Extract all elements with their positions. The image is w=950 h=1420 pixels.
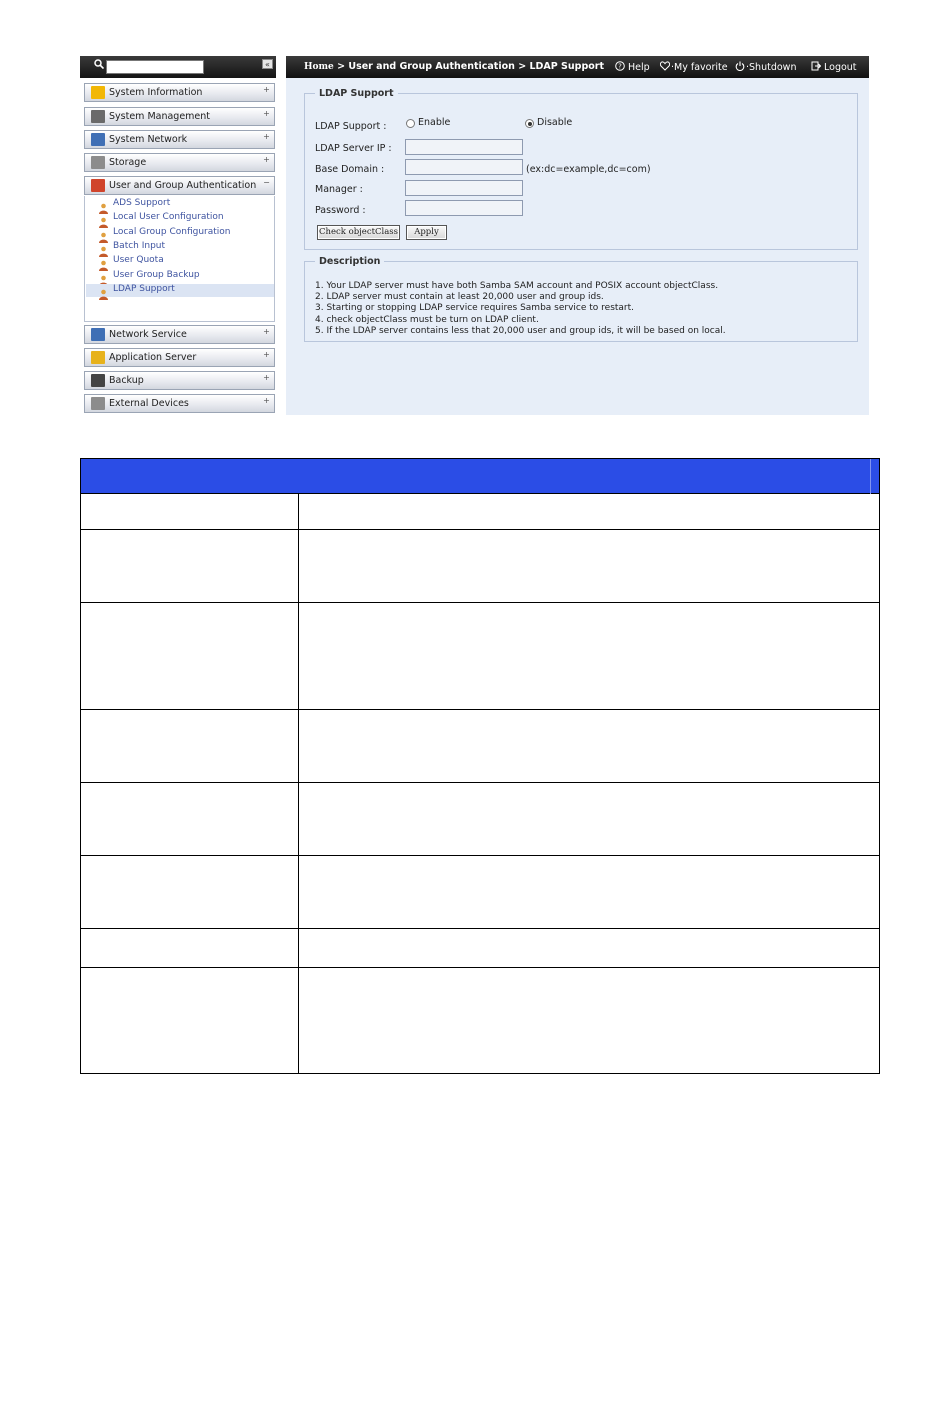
ldap-support-fieldset [304,88,858,250]
table-cell-item [81,494,299,529]
network-service-icon [91,328,105,341]
sidebar-item-system-information[interactable] [84,83,275,102]
enable-radio[interactable] [406,119,415,128]
sidebar-item-system-network[interactable] [84,130,275,149]
table-cell-item [81,856,299,928]
table-cell-item [81,929,299,967]
description-list [315,281,726,337]
sidebar-item-label: System Management [109,111,211,122]
table-cell-description [299,968,879,1073]
sidebar-item-external-devices[interactable] [84,394,275,413]
app-server-icon [91,351,105,364]
collapse-sidebar-button[interactable]: « [262,59,273,69]
base-domain-input[interactable] [405,159,523,175]
description-line: 1. Your LDAP server must have both Samba SAM account and POSIX account objectClass. [315,281,719,291]
users-icon [91,179,105,192]
expand-icon[interactable]: + [263,373,270,382]
sidebar-item-label: System Information [109,87,203,98]
sidebar-item-label: Backup [109,375,144,386]
description-fieldset [304,256,858,342]
expand-icon[interactable]: + [263,155,270,164]
table-row [81,494,879,530]
sidebar-subitem-label: Batch Input [113,240,166,251]
sidebar-subitem-label: ADS Support [113,198,171,208]
sidebar-subitem-ldap-support[interactable] [86,284,274,297]
manager-input[interactable] [405,180,523,196]
tools-icon [91,110,105,123]
table-row [81,929,879,968]
table-cell-item [81,783,299,855]
sidebar-item-label: System Network [109,134,188,145]
sidebar-subitem-label: User Quota [113,255,164,266]
description-line: 3. Starting or stopping LDAP service requires Samba service to restart. [315,303,635,314]
check-objectclass-button[interactable]: Check objectClass [317,225,400,240]
table-cell-description [299,710,879,782]
table-cell-description [299,494,879,529]
base-domain-label: Base Domain : [315,164,385,175]
help-icon [615,61,625,71]
storage-icon [91,156,105,169]
sidebar-subitem-label: LDAP Support [113,283,175,294]
search-icon [94,59,104,69]
table-row [81,530,879,603]
table-row [81,856,879,929]
ldap-support-label: LDAP Support : [315,121,387,132]
user-icon [98,213,109,224]
help-link[interactable]: ? Help [615,61,650,73]
external-devices-icon [91,397,105,410]
user-icon [98,271,109,282]
sidebar-subitem-label: Local Group Configuration [113,226,231,237]
sidebar-item-label: External Devices [109,398,189,409]
sidebar-subitem-label: Local User Configuration [113,212,224,223]
expand-icon[interactable]: + [263,350,270,359]
search-input[interactable] [106,60,204,74]
sidebar-subitem-user-quota[interactable] [86,255,274,268]
breadcrumb-current: LDAP Support [529,61,605,72]
sidebar-subitem-batch-input[interactable] [86,241,274,254]
expand-icon[interactable]: − [263,178,270,187]
backup-icon [91,374,105,387]
heart-icon [660,61,670,71]
info-icon [91,86,105,99]
user-icon [98,256,109,267]
disable-radio[interactable] [525,119,534,128]
table-header-divider [870,459,871,494]
table-row [81,968,879,1073]
ldap-support-legend: LDAP Support [319,88,394,99]
sidebar-item-storage[interactable] [84,153,275,172]
breadcrumb-separator: > [337,61,346,72]
expand-icon[interactable]: + [263,132,270,141]
password-input[interactable] [405,200,523,216]
description-line: 2. LDAP server must contain at least 20,000 user and group ids. [315,292,604,303]
logout-link[interactable]: Logout [811,61,857,73]
parameter-table [80,458,880,1074]
expand-icon[interactable]: + [263,109,270,118]
breadcrumb-section[interactable]: User and Group Authentication [348,61,515,72]
logout-icon [811,61,821,71]
sidebar-subitem-label: User Group Backup [113,269,200,280]
table-cell-description [299,929,879,967]
sidebar-item-network-service[interactable] [84,325,275,344]
ldap-server-ip-label: LDAP Server IP : [315,143,392,154]
table-cell-description [299,783,879,855]
sidebar-item-label: User and Group Authentication [109,180,257,191]
user-icon [98,228,109,239]
table-row [81,603,879,710]
breadcrumb-home[interactable]: Home [304,62,334,72]
expand-icon[interactable]: + [263,327,270,336]
expand-icon[interactable]: + [263,85,270,94]
expand-icon[interactable]: + [263,396,270,405]
password-label: Password : [315,205,366,216]
sidebar [80,56,276,415]
user-icon [98,199,109,210]
enable-radio-label[interactable]: Enable [418,117,451,128]
sidebar-subitem-user-group-backup[interactable] [86,270,274,283]
sidebar-subitem-local-user-configuration[interactable] [86,212,274,225]
sidebar-item-label: Storage [109,157,147,168]
description-legend: Description [319,256,381,267]
description-line: 4. check objectClass must be turn on LDAP client. [315,314,539,325]
search-bar [80,56,276,78]
table-cell-item [81,603,299,709]
base-domain-hint: (ex:dc=example,dc=com) [526,164,651,175]
table-cell-description [299,856,879,928]
table-header [81,459,879,494]
nas-ldap-screenshot [80,56,869,415]
top-bar [286,56,869,78]
sidebar-item-backup[interactable] [84,371,275,390]
network-icon [91,133,105,146]
description-line: 5. If the LDAP server contains less that 20,000 user and group ids, it will be based on local. [315,325,726,336]
table-cell-item [81,968,299,1073]
user-icon [98,285,109,296]
my-favorite-link[interactable]: ·My favorite [660,61,728,73]
table-cell-description [299,603,879,709]
sidebar-item-label: Network Service [109,329,187,340]
table-cell-description [299,530,879,602]
ldap-server-ip-input[interactable] [405,139,523,155]
power-icon [735,61,745,71]
breadcrumb [304,61,604,72]
disable-radio-label[interactable]: Disable [537,117,573,128]
sidebar-item-user-and-group-authentication[interactable] [84,176,275,195]
svg-text:?: ? [618,62,622,71]
table-row [81,783,879,856]
sidebar-subitem-ads-support[interactable] [86,198,274,211]
table-row [81,710,879,783]
table-cell-item [81,710,299,782]
table-cell-item [81,530,299,602]
user-icon [98,242,109,253]
shutdown-link[interactable]: ·Shutdown [735,61,796,73]
apply-button[interactable]: Apply [406,225,447,240]
submenu-user-group-auth [84,196,275,322]
sidebar-item-application-server[interactable] [84,348,275,367]
sidebar-subitem-local-group-configuration[interactable] [86,227,274,240]
main-panel [286,56,869,415]
sidebar-item-system-management[interactable] [84,107,275,126]
manager-label: Manager : [315,184,363,195]
breadcrumb-separator: > [518,61,527,72]
sidebar-item-label: Application Server [109,352,197,363]
